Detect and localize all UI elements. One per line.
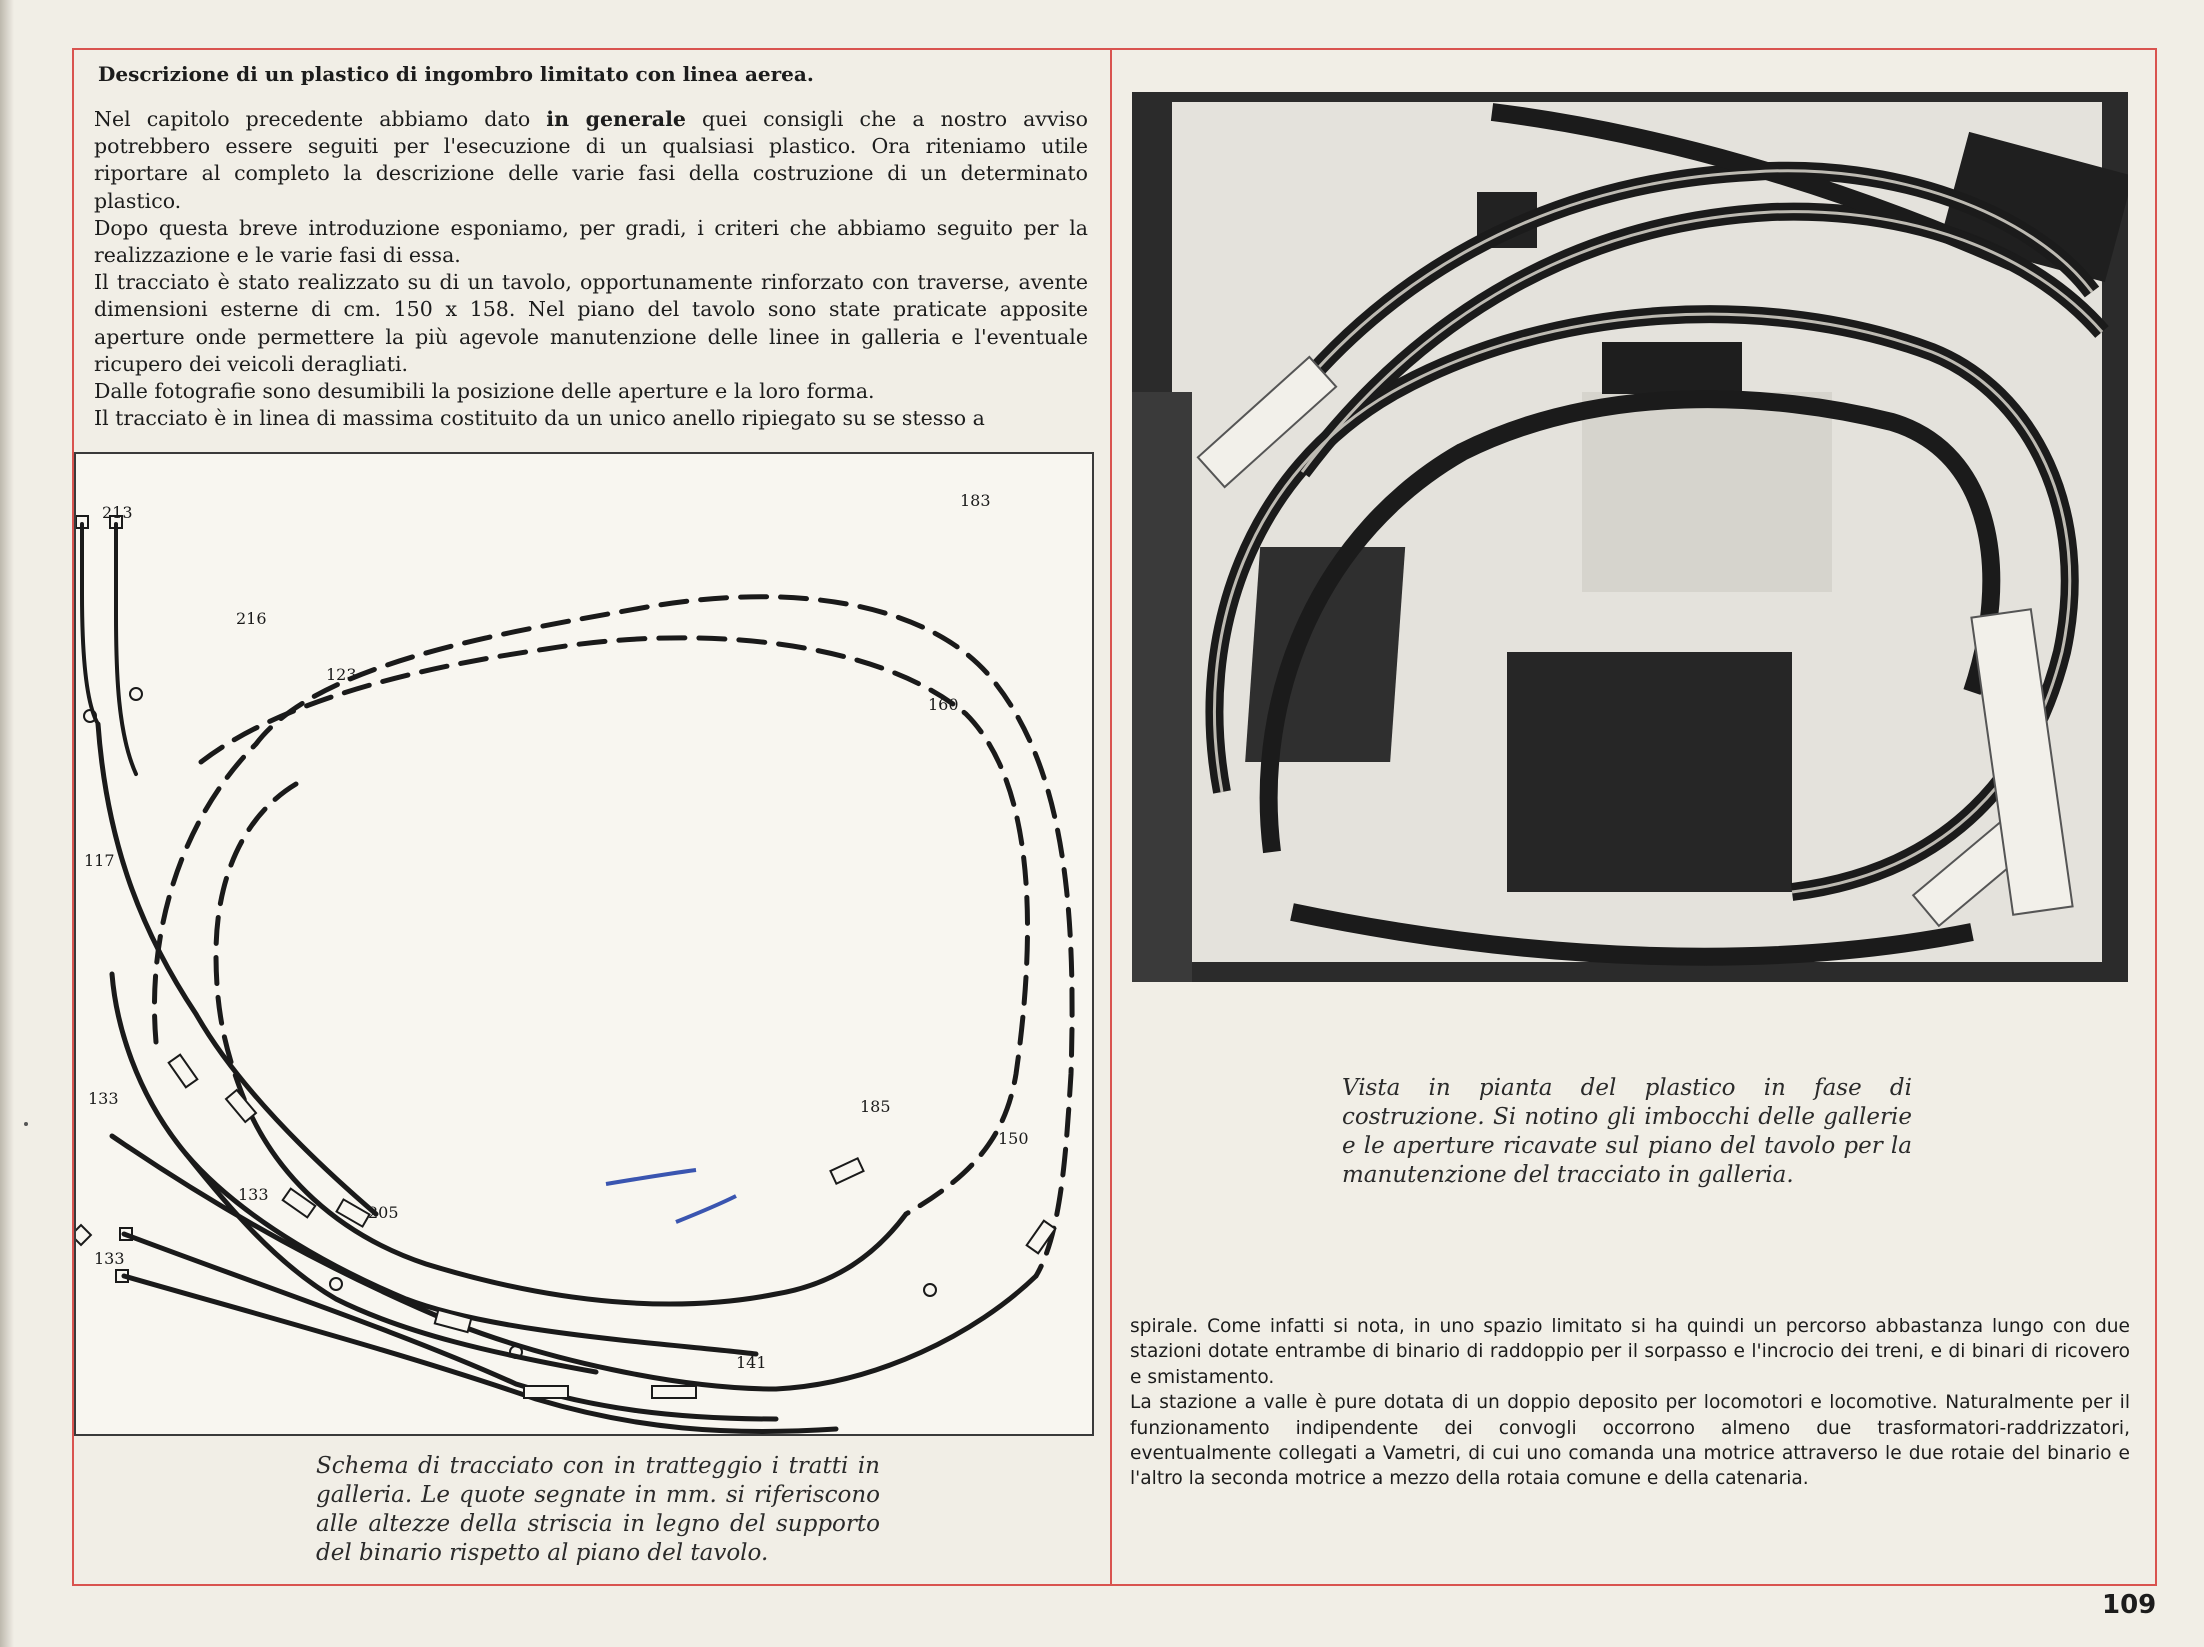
intro-text bbox=[94, 106, 1088, 432]
track-branch-213 bbox=[82, 524, 98, 724]
diagram-caption: Schema di tracciato con in tratteggio i tratti in galleria. Le quote segnate in mm. si riferiscono alle altezze della striscia in legno del supporto del binario rispetto al piano del tavolo. bbox=[316, 1453, 880, 1566]
height-label: 133 bbox=[88, 1089, 119, 1108]
left-tunnel-connector bbox=[216, 784, 296, 1104]
height-label: 213 bbox=[102, 503, 133, 522]
height-label: 133 bbox=[94, 1249, 125, 1268]
continuation-paragraph-2: La stazione a valle è pure dotata di un doppio deposito per locomotori e locomotive. Naturalmente per il funzionamento indipendente dei convogli occorrono almeno due trasformatori-raddrizzatori, eventualmente collegati a Vametri, di cui uno comanda una motrice attraverso le due rotaie del binario e l'altro la seconda motrice a mezzo della rotaia comune e della catenaria. bbox=[1130, 1392, 2130, 1490]
signal-marker bbox=[330, 1278, 342, 1290]
intro-paragraph-4: Dalle fotografie sono desumibili la posizione delle aperture e la loro forma. bbox=[94, 379, 875, 404]
height-label: 141 bbox=[736, 1353, 767, 1372]
photo-bottom-edge bbox=[1132, 982, 2128, 992]
layout-photo bbox=[1132, 92, 2128, 992]
signal-marker bbox=[924, 1284, 936, 1296]
buffer-stop bbox=[76, 1225, 91, 1245]
frame-bottom-rule bbox=[72, 1584, 2157, 1586]
pencil-mark-1 bbox=[606, 1170, 696, 1184]
maintenance-opening-2 bbox=[1507, 652, 1792, 892]
frame-top-rule bbox=[72, 48, 2157, 50]
platform-marker bbox=[169, 1055, 198, 1088]
height-label: 123 bbox=[326, 665, 357, 684]
track-left-main bbox=[98, 724, 376, 1214]
station-building-1 bbox=[1602, 342, 1742, 394]
height-label: 150 bbox=[998, 1129, 1029, 1148]
section-heading: Descrizione di un plastico di ingombro limitato con linea aerea. bbox=[98, 62, 814, 86]
height-label: 205 bbox=[368, 1203, 399, 1222]
height-label: 183 bbox=[960, 491, 991, 510]
frame-right-rule bbox=[2155, 48, 2157, 1586]
height-label: 185 bbox=[860, 1097, 891, 1116]
inner-tunnel-track bbox=[201, 638, 1028, 1214]
track-diagram bbox=[74, 452, 1094, 1436]
intro-p1-emphasis: in generale bbox=[546, 107, 686, 131]
column-divider-rule bbox=[1110, 48, 1112, 1586]
platform-marker bbox=[524, 1386, 568, 1398]
platform-marker bbox=[652, 1386, 696, 1398]
intro-p1-end: quei consigli che a nostro avviso potrebbero essere seguiti per l'esecuzione di un qualsiasi plastico. Ora riteniamo utile riportare al completo la descrizione delle varie fasi della costruzione di un determinato plastico. bbox=[94, 107, 1088, 213]
pencil-mark-2 bbox=[676, 1196, 736, 1222]
continuation-paragraph-1: spirale. Come infatti si nota, in uno spazio limitato si ha quindi un percorso abbastanza lungo con due stazioni dotate entrambe di binario di raddoppio per il sorpasso e l'incrocio dei treni, e di binari di ricovero e smistamento. bbox=[1130, 1316, 2130, 1388]
platform-marker bbox=[830, 1158, 863, 1183]
photo-left-shadow bbox=[1132, 392, 1192, 992]
height-label: 160 bbox=[928, 695, 959, 714]
track-lower-curve bbox=[112, 1136, 1036, 1389]
print-speck bbox=[24, 1122, 28, 1126]
raised-platform bbox=[1582, 392, 1832, 592]
height-label: 117 bbox=[84, 851, 115, 870]
page-edge-shadow bbox=[0, 0, 14, 1647]
track-branch-216 bbox=[116, 524, 136, 774]
signal-marker bbox=[130, 688, 142, 700]
height-label: 133 bbox=[238, 1185, 269, 1204]
intro-paragraph-5: Il tracciato è in linea di massima costituito da un unico anello ripiegato su se stesso a bbox=[94, 406, 985, 431]
platform-marker bbox=[435, 1310, 471, 1332]
continuation-text bbox=[1130, 1314, 2130, 1492]
intro-paragraph-1 bbox=[94, 106, 1088, 215]
height-label: 216 bbox=[236, 609, 267, 628]
page-number: 109 bbox=[2102, 1590, 2157, 1620]
photo-caption: Vista in pianta del plastico in fase di costruzione. Si notino gli imbocchi delle gallerie e le aperture ricavate sul piano del tavolo per la manutenzione del tracciato in galleria. bbox=[1342, 1075, 1912, 1188]
intro-paragraph-3: Il tracciato è stato realizzato su di un tavolo, opportunamente rinforzato con traverse, avente dimensioni esterne di cm. 150 x 158. Nel piano del tavolo sono state praticate apposite aperture onde permettere la più agevole manutenzione delle linee in galleria e l'eventuale ricupero dei veicoli deragliati. bbox=[94, 270, 1088, 376]
intro-paragraph-2: Dopo questa breve introduzione esponiamo, per gradi, i criteri che abbiamo seguito per la realizzazione e le varie fasi di essa. bbox=[94, 215, 1088, 268]
intro-p1-start: Nel capitolo precedente abbiamo dato bbox=[94, 107, 547, 131]
track-diagram-svg bbox=[76, 454, 1092, 1434]
